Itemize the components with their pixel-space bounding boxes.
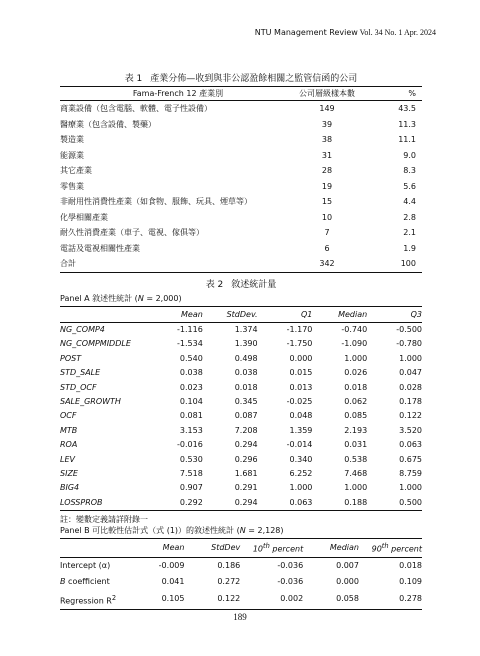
table-row [60,590,422,610]
cell-value: -0.740 [341,325,368,334]
cell-variable: STD_SALE [60,368,101,378]
panel-b-block [60,524,422,610]
table-header-row [60,539,422,558]
header-q3: Q3 [367,307,422,323]
cell-value: 1.374 [234,325,258,334]
header-variable [60,539,129,558]
cell-value: 0.340 [289,454,313,464]
panel-b-title-prefix: Panel B 可比較性估計式（式 (1)）的敘述性統計 ( [60,526,240,535]
table-1-number: 表 1 [124,74,143,84]
table-header-row [60,307,422,323]
table-row [60,210,422,226]
cell-value: 7.208 [234,425,258,435]
table-row [60,574,422,590]
cell-value: 0.081 [179,411,203,421]
header-stddev-text: StdDev [211,543,241,553]
cell-value: -0.014 [286,440,313,450]
table-row [60,352,422,366]
cell-value: 0.002 [240,590,303,610]
descriptive-stats-table [60,306,422,511]
cell-sample-count: 149 [319,104,335,113]
cell-value: 0.048 [289,411,313,421]
panel-a-title-prefix: Panel A 敘述性統計 ( [60,294,138,303]
cell-percent: 8.3 [403,166,416,175]
cell-sample-count: 10 [321,212,333,222]
header-90th-sup: th [381,542,389,550]
cell-value: 0.038 [234,368,258,378]
table-row [60,194,422,210]
cell-value: 0.063 [399,440,422,450]
cell-variable: LEV [60,454,75,464]
cell-variable: OCF [60,411,77,421]
cell-sample-count: 38 [321,135,333,144]
cell-sample-count: 19 [321,181,333,191]
cell-value: 0.675 [399,454,422,464]
table-1-body [60,101,422,273]
cell-value: 0.109 [399,576,422,586]
cell-industry: 製造業 [60,135,84,144]
cell-industry: 其它產業 [60,166,92,175]
cell-value: 0.105 [129,590,185,610]
coefficient-text: coefficient [65,576,110,586]
comparability-stats-table [60,538,422,610]
cell-value: 8.759 [399,469,422,479]
cell-value: 3.520 [399,425,422,435]
panel-b-n-symbol: N [239,526,246,535]
cell-value: 0.104 [179,397,203,407]
cell-percent: 2.8 [403,212,416,222]
table-row [60,132,422,148]
industry-distribution-table [60,86,422,273]
header-percent: % [358,87,422,101]
cell-value: 0.018 [344,382,368,392]
cell-value: 3.153 [179,425,203,435]
r-squared-sup: 2 [111,593,117,602]
header-industry: Fama-French 12 產業別 [60,87,296,101]
table-row [60,409,422,423]
table-row [60,163,422,179]
header-sample-count: 公司層級樣本數 [296,87,358,101]
cell-value: 1.000 [399,483,422,493]
cell-value: -0.780 [396,339,422,349]
cell-variable: ROA [60,440,78,450]
cell-sample-count: 7 [324,228,330,237]
header-variable [60,307,148,323]
cell-value: -0.036 [277,560,304,570]
row-label-regression-r2 [60,590,129,610]
table-row [60,256,422,272]
journal-name: NTU Management Review [254,28,358,37]
cell-value: 0.498 [234,353,258,363]
table-1-caption: 產業分佈—收到與非公認盈餘相關之監管信函的公司 [150,74,358,84]
cell-sample-count: 28 [321,166,333,175]
header-10th-sup: th [263,542,270,550]
header-mean-text: Mean [162,543,185,553]
header-stddev [184,539,240,558]
cell-value: 0.540 [179,353,203,363]
cell-value: 0.058 [303,590,359,610]
header-mean: Mean [148,307,203,323]
cell-value: -0.036 [277,576,304,586]
cell-variable: SIZE [60,469,78,479]
cell-value: 0.122 [184,590,240,610]
cell-sample-count: 342 [296,256,358,272]
table-row [60,424,422,438]
table-1-block [60,72,422,273]
table-row [60,148,422,164]
header-10th-rest: percent [269,544,304,554]
header-median [303,539,359,558]
cell-value: -0.025 [286,397,313,407]
cell-value: 0.294 [234,440,258,450]
cell-value: 1.000 [344,483,368,493]
cell-value: 1.681 [234,469,258,479]
cell-value: -0.009 [158,560,185,570]
cell-sample-count: 15 [321,197,333,206]
cell-value: 0.062 [344,397,368,407]
cell-sample-count: 31 [321,150,333,160]
cell-value: 0.063 [258,496,313,511]
cell-value: 0.087 [234,411,258,421]
cell-value: 0.000 [289,353,313,363]
cell-value: 0.296 [234,454,258,464]
header-90th-rest: percent [388,544,422,554]
cell-value: 0.272 [217,576,241,586]
table-row [60,557,422,574]
cell-variable: SALE_GROWTH [60,397,121,407]
table-2-block [60,278,422,527]
cell-value: -1.534 [177,339,203,349]
cell-value: -0.016 [177,440,203,450]
panel-a-title [60,292,422,306]
table-row [60,496,422,511]
table-row [60,179,422,195]
cell-value: 0.530 [179,454,203,464]
panel-b-title [60,524,422,538]
header-median: Median [312,307,367,323]
cell-sample-count: 6 [324,243,330,253]
b-symbol: B [60,576,66,586]
cell-variable: STD_OCF [60,382,97,392]
cell-value: 6.252 [289,469,313,479]
page-number: 189 [233,612,247,622]
cell-industry: 耐久性消費產業（車子、電視、傢俱等） [60,228,204,237]
cell-value: -0.500 [396,325,422,334]
cell-variable: BIG4 [60,483,80,493]
panel-b-title-suffix: = 2,128) [245,526,284,535]
row-label-b-coefficient [60,574,129,590]
cell-percent: 9.0 [403,150,416,160]
table-row [60,395,422,409]
table-row [60,481,422,495]
table-row [60,323,422,338]
journal-issue: Vol. 34 No. 1 Apr. 2024 [357,28,436,37]
cell-value: 0.907 [179,483,203,493]
table-1-title [60,72,422,86]
table-row [60,101,422,117]
cell-industry: 能源業 [60,150,84,160]
cell-value: -1.750 [286,339,313,349]
table-row [60,117,422,133]
cell-value: 0.345 [234,397,258,407]
table-2-number: 表 2 [205,280,224,290]
cell-value: 0.041 [161,576,185,586]
regression-r-text: Regression R [60,596,112,606]
cell-value: -1.116 [177,325,203,334]
panel-a-title-suffix: = 2,000) [143,294,182,303]
cell-value: 0.028 [399,382,422,392]
cell-value: 0.015 [289,368,313,378]
cell-value: 0.122 [399,411,422,421]
cell-value: 7.468 [344,469,368,479]
cell-value: -1.090 [341,339,368,349]
cell-percent: 4.4 [403,197,416,206]
cell-value: 0.031 [344,440,368,450]
cell-value: 1.000 [344,353,368,363]
table-2-title [60,278,422,292]
table-row [60,438,422,452]
cell-value: 0.292 [148,496,203,511]
panel-a-n-symbol: N [137,294,144,303]
cell-percent: 11.1 [398,135,416,144]
cell-value: 0.278 [359,590,422,610]
cell-value: 0.038 [179,368,203,378]
header-stddev: StdDev. [203,307,258,323]
header-median-text: Median [329,543,359,553]
cell-value: 0.013 [289,382,313,392]
cell-variable: POST [60,353,82,363]
table-2-caption: 敘述統計量 [231,280,277,290]
cell-value: 0.047 [399,368,422,378]
cell-industry: 非耐用性消費性產業（如食物、服飾、玩具、煙草等） [60,197,252,206]
cell-variable: NG_COMPMIDDLE [60,339,131,349]
cell-value: 0.188 [312,496,367,511]
variable-definition-note: 註：變數定義請詳附錄一 [60,515,148,525]
table-header-row [60,87,422,101]
running-head [255,28,436,37]
cell-value: 0.538 [344,454,368,464]
header-mean [129,539,185,558]
cell-value: 1.000 [399,353,422,363]
cell-percent: 5.6 [403,181,416,191]
panel-a-body [60,323,422,511]
cell-variable: NG_COMP4 [60,325,105,334]
table-row [60,337,422,351]
cell-industry: 醫療業（包含設備、製藥） [60,119,156,129]
cell-value: 0.291 [234,483,258,493]
cell-value: 2.193 [344,425,368,435]
panel-b-body [60,557,422,610]
header-90th-number: 90 [371,544,382,554]
header-90th-percent [359,539,422,558]
cell-value: 0.007 [336,560,359,570]
cell-value: 1.359 [289,425,313,435]
cell-sample-count: 39 [321,119,333,129]
cell-value: 0.018 [399,560,422,570]
cell-value: 0.178 [399,397,422,407]
cell-percent: 11.3 [398,119,416,129]
cell-value: 0.018 [234,382,258,392]
cell-variable: MTB [60,425,78,435]
cell-percent: 2.1 [403,228,416,237]
cell-value: 0.500 [367,496,422,511]
cell-industry: 商業設備（包含電腦、軟體、電子性設備） [60,104,212,113]
cell-industry: 合計 [60,256,296,272]
cell-value: 7.518 [179,469,203,479]
cell-value: 0.186 [217,560,241,570]
cell-value: 1.000 [289,483,313,493]
table-row [60,241,422,257]
header-10th-number: 10 [252,544,263,554]
table-row [60,453,422,467]
table-row [60,467,422,481]
header-10th-percent [240,539,303,558]
table-row [60,366,422,380]
header-q1: Q1 [258,307,313,323]
cell-value: 0.000 [336,576,359,586]
row-label-intercept: Intercept (α) [60,560,111,570]
table-row [60,381,422,395]
cell-industry: 零售業 [60,181,84,191]
table-row [60,225,422,241]
cell-variable: LOSSPROB [60,496,148,511]
cell-percent: 100 [358,256,422,272]
cell-industry: 化學相關產業 [60,212,108,222]
cell-percent: 1.9 [403,243,416,253]
cell-value: 0.085 [344,411,368,421]
cell-value: 0.294 [203,496,258,511]
cell-percent: 43.5 [398,104,416,113]
cell-value: 1.390 [234,339,258,349]
cell-value: -1.170 [286,325,313,334]
cell-industry: 電話及電視相關性產業 [60,243,140,253]
cell-value: 0.026 [344,368,368,378]
cell-value: 0.023 [179,382,203,392]
